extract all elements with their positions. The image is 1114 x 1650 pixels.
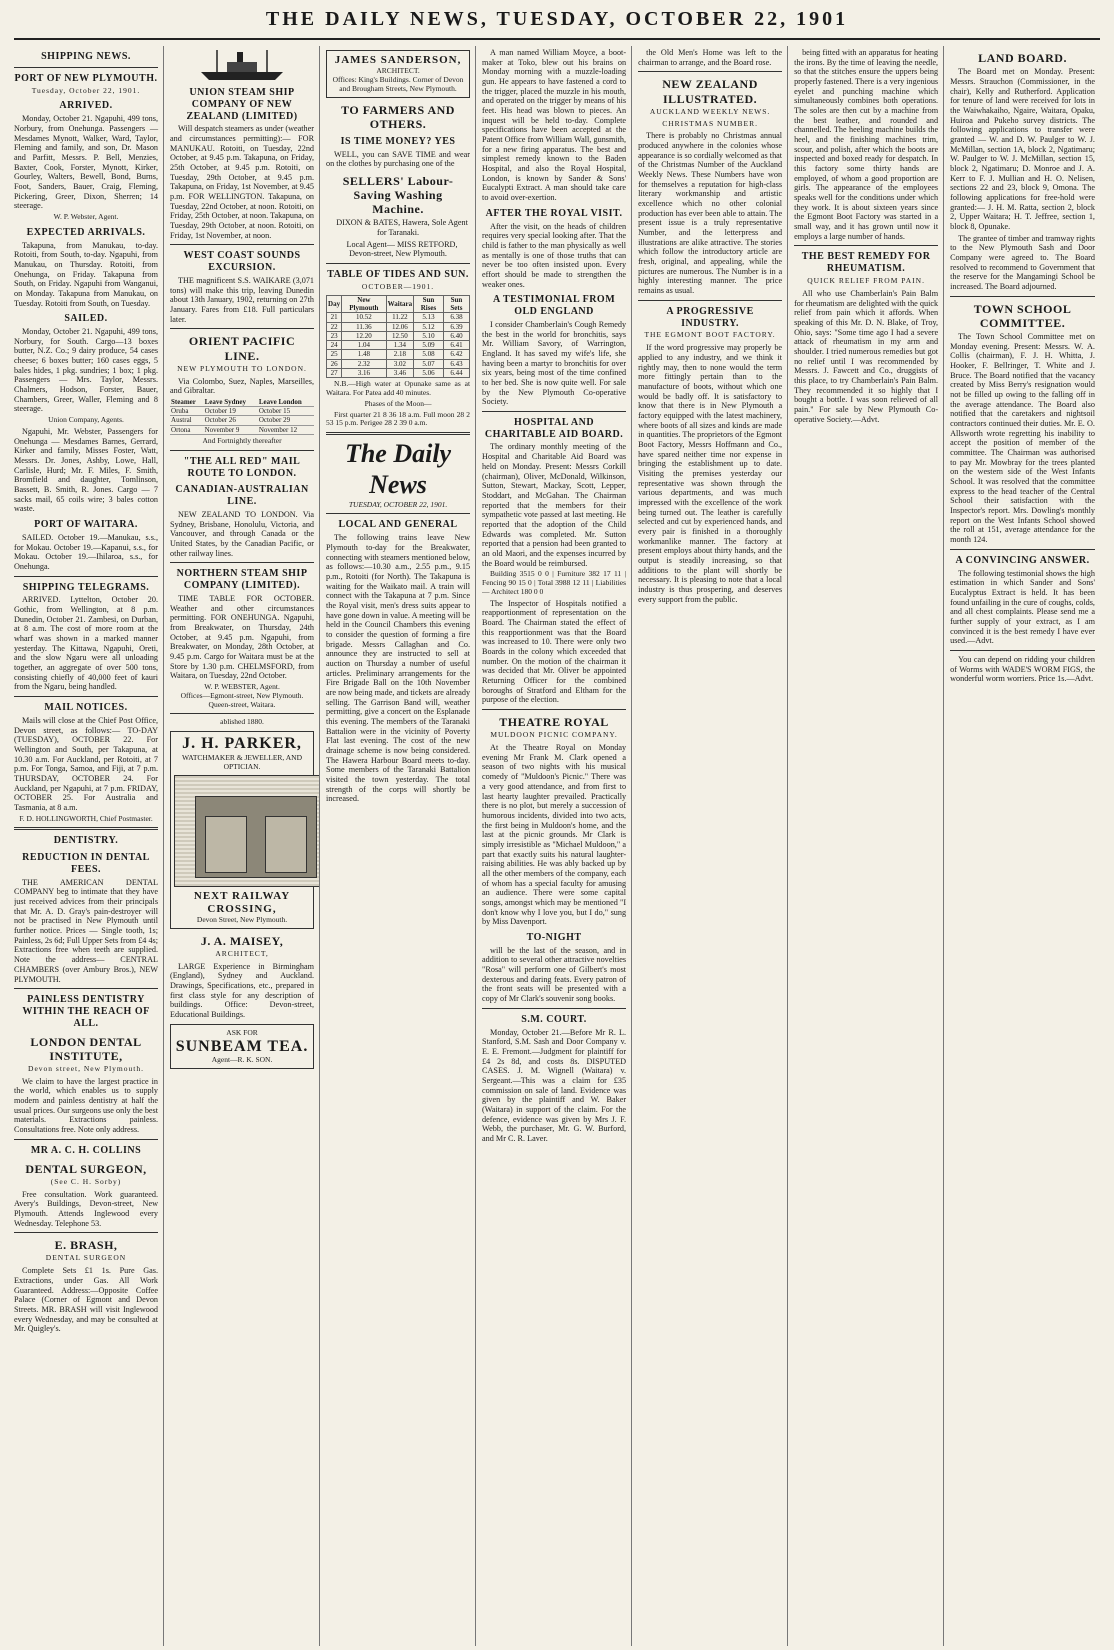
theatre-text: At the Theatre Royal on Monday evening Mr Frank M. Clark opened a season of two nights with his musical comedy of "Muldoon's Picnic." There was a very good attendance, and from first to last hearty laughter prevailed. Practically there is no plot, but merely a succession of humorous incidents, divided into two acts, the first being in Muldoon's home, and the last at the picnic grounds. Mr Clark is simply irresistible as "Michael Muldoon," a part that exactly suits his natural laughter-raising abilities. He was ably backed up by all the other members of the company, each of whom has a special faculty for amusing an audience. There were some capital songs, amongst which may be mentioned "I don't know why I love you, but I do," sung by Miss Davenport. [482, 743, 627, 927]
tide-cell: 1.04 [342, 341, 387, 350]
fortnightly: And Fortnightly thereafter [202, 435, 282, 445]
sail-header: Steamer [170, 398, 204, 407]
column-2 [170, 46, 320, 1646]
old-men-text: the Old Men's Home was left to the chairman to arrange, and the Board rose. [638, 48, 783, 67]
port-heading: PORT OF NEW PLYMOUTH. [14, 72, 158, 84]
table-row [170, 425, 314, 434]
daily-date: TUESDAY, OCTOBER 22, 1901. [348, 499, 448, 509]
sunbeam-agent: Agent—R. K. SON. [211, 1055, 273, 1065]
tide-cell: 3.46 [386, 368, 414, 377]
tide-header: New Plymouth [342, 295, 387, 313]
hospital-text-2: The Inspector of Hospitals notified a reapportionment of representation on the Board. The Chairman stated the effect of this reapportionment was that the Board was increased to 10. There were only two Boards in the colony which exceeded that number. On the motion of the chairman it was decided that Mr. Oliver be appointed Returning Officer for the combined boroughs of Stratford and Eltham for the purpose of the election. [482, 598, 627, 705]
convincing-text: The following testimonial shows the high estimation in which Sander and Sons' Eucalyptus Extract is held. It has been found unfailing in the cure of coughs, colds, and all chest complaints. Please send me a further supply of your extract, as I am convinced it is the best remedy I have ever used.—Advt. [950, 568, 1095, 646]
postmaster: F. D. HOLLINGWORTH, Chief Postmaster. [19, 813, 153, 823]
farmers-heading: TO FARMERS AND OTHERS. [341, 102, 455, 131]
collins-text: Free consultation. Work guaranteed. Avery's Buildings, Devon-street, New Plymouth. Attends Inglewood every Wednesday. Telephone 53. [14, 1189, 159, 1228]
column-5 [638, 46, 788, 1646]
london-text: We claim to have the largest practice in the world, which enables us to supply modern and painless dentistry at half the usual prices. Our surgeons use only the best materials. Extractions painless. Consultations free. Note only address. [14, 1076, 159, 1135]
nz-sub-2: CHRISTMAS NUMBER. [662, 118, 758, 128]
west-coast-heading: WEST COAST SOUNDS EXCURSION. [183, 250, 301, 274]
hospital-text: The ordinary monthly meeting of the Hospital and Charitable Aid Board was held on Monday. Present: Messrs Corkill (chairman), Oliver, McDonald, Wilkinson, Sutton, Stewart, Mackay, Scott, Lepper, Stoddart, and McGahan. The Chairman reported that the members for their sympathetic vote passed at last meeting. He reported that the adoption of the Child Edwards was completed. Mr. Sutton reported that a pension had been granted to an old Maori, and the expenses incurred by the Board would be reimbursed. [482, 442, 627, 568]
tide-header: Day [327, 295, 342, 313]
shipping-heading: SHIPPING NEWS. [41, 51, 131, 62]
sunbeam-name: SUNBEAM TEA. [175, 1037, 309, 1055]
tide-cell: 27 [327, 368, 342, 377]
tide-cell: 12.06 [386, 322, 414, 331]
industry-sub: THE EGMONT BOOT FACTORY. [644, 330, 776, 340]
maisey-title: ARCHITECT, [215, 948, 269, 958]
tide-header: Sun Sets [443, 295, 469, 313]
hospital-heading: HOSPITAL AND CHARITABLE AID BOARD. [484, 416, 624, 440]
union-heading: Union Company, Agents. [48, 415, 124, 425]
tide-table [326, 295, 470, 378]
sail-header: Leave Sydney [204, 398, 258, 407]
reduction-heading: REDUCTION IN DENTAL FEES. [22, 852, 150, 875]
tide-cell: 1.34 [386, 341, 414, 350]
table-row [327, 368, 470, 377]
sanderson-ad [326, 50, 470, 98]
table-row [327, 350, 470, 359]
nz-sub: AUCKLAND WEEKLY NEWS. [649, 106, 771, 116]
port-date: Tuesday, October 22, 1901. [31, 85, 141, 95]
arrived-heading: ARRIVED. [59, 100, 113, 112]
tide-cell: 3.16 [342, 368, 387, 377]
budget-lines: Building 3515 0 0 | Furniture 382 17 11 | Fencing 90 15 0 | Total 3988 12 11 | Liabilities — Architect 180 0 0 [482, 569, 627, 596]
masthead-title: THE DAILY NEWS, TUESDAY, OCTOBER 22, 1901 [14, 8, 1100, 40]
sail-header: Leave London [258, 398, 314, 407]
arrived-text: Monday, October 21. Ngapuhi, 499 tons, Norbury, from Onehunga. Passengers — Mesdames Mynott, Walker, Ward, Taylor, Fleming and family, and son, Dr. Mason and Parfitt, Messrs. P. Bell, Menzies, Baxter, Cook, Forster, Mynott, Kirker, Gourley, Walters, Bewell, Bond, Burns, Foot, Sanders, Bauer, Craig, Fleming, Pickering, Greer, Dixon, Sherren; 14 steerage. [14, 114, 159, 211]
tide-cell: 6.41 [443, 341, 469, 350]
tide-cell: 23 [327, 331, 342, 340]
remedy-sub: QUICK RELIEF FROM PAIN. [807, 276, 925, 286]
columns [14, 46, 1100, 1646]
land-text: The Board met on Monday. Present: Messrs. Strauchon (Commissioner, in the chair), Kelly and Rutherford. Application for tenure of land were received for lots in the Waiwhakaiho, Ngaire, Waitara, Opaku, Huiroa and Pukeho survey districts. The following applications to transfer were granted — W. and D. W. Paulger to W. J. McMillan, section 1A, block 2, Ngatimaru; W. Paulger to W. J. McMillan, section 15, block 2, Ngatimaru; D. Monroe and J. A. Kerr to F. J. Mullian and H. O. Nelisen, sections 22 and 23, block 9, Omona. The following applications for free-hold were granted:— J. H. M. Ratta, section 2, block 2, Upper Waitara; H. T. Jeffree, section 1, block 8, Opunake. [950, 67, 1095, 231]
tide-cell: 1.48 [342, 350, 387, 359]
collins-title: DENTAL SURGEON, [25, 1161, 147, 1176]
column-1 [14, 46, 164, 1646]
local-agent: Local Agent— MISS RETFORD, Devon-street, New Plymouth. [346, 239, 458, 259]
tide-cell: 21 [327, 313, 342, 322]
sail-cell: October 29 [258, 416, 314, 425]
parker-name: J. H. PARKER, [182, 735, 302, 753]
tide-header: Waitara [386, 295, 414, 313]
tonight-text: will be the last of the season, and in addition to several other attractive novelties "Rosa" will perform one of Gilbert's most dexterous and daring feats. Every patron of the front seats will be presented with a copy of Mr Clark's souvenir song books. [482, 945, 627, 1004]
factory-text: being fitted with an apparatus for heating the irons. By the time of leaving the needle, so that the stitches ensure the uppers being properly fastened. There is a very ingenious eyelet and punching machine which simultaneously combines both operations. The soles are then cut by a machine from the best leather, and rounded and channelled. The heeling machine builds the heel, and the finishing machines trim, scour, and polish, after which the boots are inspected and boxed ready for despatch. In this factory some thirty hands are employed, of whom a good proportion are girls. The appearance of the employees speaks well for the conditions under which they work. It is about sixteen years since the Egmont Boot Factory was started in a small way, and it has grown until now it employs a large number of hands. [794, 48, 939, 241]
telegram-heading: SHIPPING TELEGRAMS. [22, 581, 150, 593]
all-red-heading: "THE ALL RED" MAIL ROUTE TO LONDON. [183, 455, 301, 479]
well-text: WELL, you can SAVE TIME and wear on the clothes by purchasing one of the [326, 149, 471, 169]
nz-illustrated-heading: NEW ZEALAND ILLUSTRATED. [662, 77, 758, 106]
column-7 [950, 46, 1100, 1646]
union-ss-text: Will despatch steamers as under (weather and circumstances permitting):— FOR MANUKAU. Rotoiti, on Tuesday, 22nd October, at 9.45 p.m. Takapuna, on Friday, 25th October, at 9.45 p.m. Rotoiti, on Tuesday, 29th October, at 9.45 p.m. Takapuna, on Friday, 1st November, at 9.45 p.m. FOR WELLINGTON. Takapuna, on Tuesday, 22nd October, at noon. Rotoiti, on Friday, 25th October, at noon. Takapuna, on Tuesday, 29th October, at noon. Rotoiti, on Friday, 1st November, at noon. [170, 124, 315, 240]
parker-established: ablished 1880. [220, 717, 264, 727]
court-heading: S.M. COURT. [521, 1013, 587, 1025]
sail-cell: Oruba [170, 407, 204, 416]
tide-cell: 6.44 [443, 368, 469, 377]
sail-cell: October 19 [204, 407, 258, 416]
union-ss-heading: UNION STEAM SHIP COMPANY OF NEW ZEALAND (LIMITED) [186, 87, 298, 122]
column-6 [794, 46, 944, 1646]
table-row [327, 359, 470, 368]
sellers-heading: SELLERS' Labour-Saving Washing Machine. [342, 173, 454, 217]
waitara-heading: PORT OF WAITARA. [34, 519, 138, 531]
sail-cell: Ortona [170, 425, 204, 434]
moon-heading: Phases of the Moon— [364, 398, 432, 408]
collins-sub: (See C. H. Sorby) [50, 1176, 122, 1186]
sailed-text: Monday, October 21. Ngapuhi, 499 tons, Norbury, for South. Cargo—13 boxes butter, N.Z. Co.; 9 dairy produce, 54 cases cheese; 6 boxes butter; 160 cases eggs, 5 bales hides, 1 pkg. sundries; 1 box; 1 pkg. Passengers — Mrs. Taylor, Messrs. Chalmers, Hodson, Forster, Bauer, Chambers, Greer, Waller, Fleming and 8 steerage. [14, 327, 159, 414]
webster-agent: W. P. WEBSTER, Agent. [204, 681, 280, 691]
sail-cell: November 12 [258, 425, 314, 434]
table-row [327, 322, 470, 331]
railway-crossing: NEXT RAILWAY CROSSING, [193, 889, 291, 915]
table-row [327, 341, 470, 350]
tide-cell: 12.20 [342, 331, 387, 340]
tide-cell: 6.42 [443, 350, 469, 359]
tide-header: Sun Rises [414, 295, 444, 313]
moon-text: First quarter 21 8 36 18 a.m. Full moon 28 2 53 15 p.m. Perigee 28 2 39 0 a.m. [326, 409, 471, 428]
moyce-text: A man named William Moyce, a boot-maker at Toko, blew out his brains on Monday morning with a muzzle-loading gun. He appears to have fastened a cord to the trigger, placed the muzzle in his mouth, and operated on the trigger by means of his feet. His head was blown to pieces. An inquest will be held to-day. Complete specifications have been accepted at the Patent Office from William Wall, gunsmith, for a new firing apparatus. The best and simplest remedy known to the Baden Hospital, and also the Royal Hospital, London, is known by Sander & Sons' Eucalypti Extract. A man should take care to avoid over-exertion. [482, 48, 627, 203]
london-sub: Devon street, New Plymouth. [28, 1063, 144, 1073]
tide-cell: 11.22 [386, 313, 414, 322]
tide-cell: 10.52 [342, 313, 387, 322]
tonight-heading: TO-NIGHT [526, 931, 582, 943]
dixon-agent: DIXON & BATES, Hawera, Sole Agent for Taranaki. [336, 218, 468, 238]
northern-heading: NORTHERN STEAM SHIP COMPANY (LIMITED). [176, 568, 308, 592]
tide-cell: 11.36 [342, 322, 387, 331]
tide-cell: 5.09 [414, 341, 444, 350]
parker-trade: WATCHMAKER & JEWELLER, AND OPTICIAN. [182, 753, 303, 772]
tide-cell: 6.43 [443, 359, 469, 368]
painless-heading: PAINLESS DENTISTRY WITHIN THE REACH OF ALL. [22, 994, 150, 1029]
tide-cell: 5.07 [414, 359, 444, 368]
tide-month: OCTOBER—1901. [361, 281, 435, 291]
tide-cell: 6.39 [443, 322, 469, 331]
tide-cell: 3.02 [386, 359, 414, 368]
shopfront-illustration [174, 775, 320, 887]
money-line: IS TIME MONEY? YES [340, 135, 456, 147]
sunbeam-ask: ASK FOR [226, 1027, 258, 1037]
tide-cell: 6.38 [443, 313, 469, 322]
reduction-text: THE AMERICAN DENTAL COMPANY beg to intimate that they have just received advices from their principals that Mr. A. D. Gray's pain-destroyer will not be practised in New Plymouth until further notice. Prices — Single tooth, 1s; Painless, 2s 6d; Full Upper Sets from £4 4s; Extractions free when teeth are supplied. Note the address— CENTRAL CHAMBERS (over Ambury Bros.), NEW PLYMOUTH. [14, 877, 159, 984]
tide-cell: 5.13 [414, 313, 444, 322]
union-text: Ngapuhi, Mr. Webster, Passengers for Onehunga — Mesdames Barnes, Gerrard, Kirker and family, Misses Foster, Watt, Messrs. Dr. Jones, Ashby, Lowe, Hall, Carlisle, Hurd; Mr. F. Miles, F. Smith, Bromfield and daughter, Tomlinson, Bassett, B. Smith, R. Jones. Cargo — 7 sacks mail, 65 coils wire; 3 bales cotton waste. [14, 426, 159, 514]
school-heading: TOWN SCHOOL COMMITTEE. [973, 301, 1072, 330]
dentistry-heading: DENTISTRY. [53, 835, 119, 847]
column-3 [326, 46, 476, 1646]
tide-cell: 6.40 [443, 331, 469, 340]
convincing-heading: A CONVINCING ANSWER. [955, 554, 1090, 566]
brash-name: E. BRASH, [54, 1238, 118, 1253]
tide-cell: 22 [327, 322, 342, 331]
theatre-heading: THEATRE ROYAL [499, 715, 609, 730]
testimonial-heading: A TESTIMONIAL FROM OLD ENGLAND [492, 294, 616, 318]
maisey-text: LARGE Experience in Birmingham (England), Sydney and Auckland. Drawings, Specifications, etc., prepared in first class style for any description of buildings. Office: Devon-street, Educational Buildings. [170, 961, 315, 1020]
expected-text: Takapuna, from Manukau, to-day. Rotoiti, from South, to-day. Ngapuhi, from Manukau, on Thursday. Rotoiti, from Onehunga, on Friday. Takapuna from South, on Friday. Ngapuhi from Wanganui, on Monday. Takapuna from Manukau, on Tuesday. Rotoiti from South, on Tuesday. [14, 240, 159, 308]
london-heading: LONDON DENTAL INSTITUTE, [30, 1034, 142, 1063]
worms-text: You can depend on ridding your children of Worms with WADE'S WORM FIGS, the wonderful worm worriers. Price 1s.—Advt. [950, 654, 1095, 684]
west-coast-text: THE magnificent S.S. WAIKARE (3,071 tons) will make this trip, leaving Dunedin about 13th January, 1902, returning on 27th January. Fares from £18. Full particulars later. [170, 276, 315, 324]
sail-cell: Austral [170, 416, 204, 425]
school-text: The Town School Committee met on Monday evening. Present: Messrs. W. A. Collis (chairman), F. J. H. Whitta, J. Hooker, F. Bellringer, T. White and J. Bruce. The Board notified that the vacancy created by Miss Berry's resignation would not be filled up owing to the falling off in the average attendance. The Board also notified that the caretakers and nightsoil contractors continued their duties. Mr. E. O. Allsworth wrote regretting his inability to accept the position of member of the committee. The Chairman was authorised to pay Mr. Mowbray for the trees planted on the western side of the West Infants School. It was resolved that the committee express to the head teacher of the Central School their satisfaction with the Inspector's report. Mrs. Dowling's monthly report on the West Infants School showed the roll at 151, average attendance for the month 124. [950, 331, 1095, 545]
collins-name: MR A. C. H. COLLINS [30, 1144, 142, 1156]
land-text-2: The grantee of timber and tramway rights to the New Plymouth Sash and Door Company were agreed to. The Board resolved to recommend to Government that the reserve for the Mangamingi School be increased. The Board adjourned. [950, 233, 1095, 291]
expected-heading: EXPECTED ARRIVALS. [26, 226, 146, 238]
parker-ad [170, 731, 314, 928]
court-text: Monday, October 21.—Before Mr R. L. Stanford, S.M. Sash and Door Company v. E. E. Fremont.—Judgment for plaintiff for £4 2s 8d, and costs 8s. DISPUTED CASES. J. M. Wignell (Waitara) v. Sergeant.—This was a claim for £35 commission on sale of land. Evidence was given by the plaintiff and W. Baker (Waitara) in support of the claim. For the defence, evidence was given by Mrs J. F. Webb, the purchaser, Mr. G. W. Burford, and Mr C. R. Laver. [482, 1027, 627, 1143]
tide-cell: 12.50 [386, 331, 414, 340]
daily-news-title: The Daily News [344, 439, 452, 499]
tide-note: N.B.—High water at Opunake same as at Waitara. For Patea add 40 minutes. [326, 379, 471, 397]
canadian-text: NEW ZEALAND TO LONDON. Via Sydney, Brisbane, Honolulu, Victoria, and Vancouver, and through Canada or the United States, by the Canadian Pacific, or other railway lines. [170, 509, 315, 558]
tide-cell: 2.32 [342, 359, 387, 368]
table-row [170, 416, 314, 425]
sail-cell: October 26 [204, 416, 258, 425]
remedy-heading: THE BEST REMEDY FOR RHEUMATISM. [801, 251, 931, 275]
local-text: The following trains leave New Plymouth to-day for the Breakwater, connecting with steamers mentioned below, as follows:—10.30 a.m., 2.55 p.m., 9.15 p.m., Rotoiti (for North). The Takapuna is waiting for the Waikato mail. A train will connect with the Takapuna at 7 p.m. Since the Royal visit, men's dress suits appear to have gone down in value. A meeting will be held in the Council Chambers this evening to consider the question of forming a fire brigade. Messrs Callaghan and Co. announce they are instructed to sell at auction on Thursday a number of useful articles. Preliminary arrangements for the Fire Brigade Ball on the 10th November are now being made, and tickets are already selling. The Garrison Band will, weather permitting, give a concert on the Esplanade this evening. The members of the Taranaki Battalion were in the vicinity of Poverty Flat last evening. The cost of the new drainage scheme is now being considered. The Hawera Harbour Board meets to-day. Some members of the Taranaki Battalion visited the town yesterday. The total strength of the corps will shortly be increased. [326, 533, 471, 804]
orient-text: Via Colombo, Suez, Naples, Marseilles, and Gibraltar. [170, 376, 315, 396]
waitara-text: SAILED. October 19.—Manukau, s.s., for Mokau. October 19.—Kapanui, s.s., for Mokau. October 19.—Ihilaroa, s.s., for Onehunga. [14, 532, 159, 571]
maisey-name: J. A. MAISEY, [200, 933, 284, 948]
brash-title: DENTAL SURGEON [45, 1253, 127, 1263]
tide-cell: 24 [327, 341, 342, 350]
tide-cell: 5.10 [414, 331, 444, 340]
tide-cell: 5.06 [414, 368, 444, 377]
industry-text: If the word progressive may properly be applied to any industry, and we think it rightly may, then to none would the term more fittingly pertain than to the manufacture of boots, without which one would be badly off. It is satisfactory to know that there is in New Plymouth a factory equipped with the latest machinery, where boots of all sizes and kinds are made in quantities. The proprietors of the Egmont Boot Factory, Messrs Hoffmann and Co., have spared neither time nor expense in bringing the establishment up to date. Visiting the premises yesterday our representative was shown through the various departments, and was much impressed with the excellence of the work being turned out. The leather is carefully selected and cut by experienced hands, and every pair is finished in a thoroughly workmanlike manner. The factory at present employs about thirty hands, and the output is steadily increasing, so that additions to the plant will shortly be necessary. It is pleasing to note that a local industry is thus prospering, and deserves every support from the public. [638, 343, 783, 604]
webster-office: Offices—Egmont-street, New Plymouth. Queen-street, Waitara. [180, 690, 304, 709]
local-heading: LOCAL AND GENERAL [338, 519, 458, 531]
sunbeam-ad [170, 1024, 314, 1070]
sailed-heading: SAILED. [64, 313, 108, 325]
steamship-icon [197, 48, 287, 82]
table-row [327, 331, 470, 340]
sanderson-title: ARCHITECT. [376, 65, 420, 75]
mail-text: Mails will close at the Chief Post Office, Devon street, as follows:— TO-DAY (TUESDAY), OCTOBER 22. For Wellington and South, per Takapuna, at 10.30 a.m. For Auckland, per Rotoiti, at 7 p.m. For Tonga, Samoa, and Fiji, at 7 p.m. THURSDAY, OCTOBER 24. For Auckland, per Ngapuhi, at 7 p.m. FRIDAY, OCTOBER 25. For Australia and Tasmania, at 8 a.m. [14, 715, 159, 812]
northern-text: TIME TABLE FOR OCTOBER. Weather and other circumstances permitting. FOR ONEHUNGA. Ngapuhi, from Breakwater, on Thursday, 24th October, at 9.45 p.m. Ngapuhi, from Breakwater, on Monday, 28th October, at 9.45 p.m. Cargo for Waitara must be at the Store by 1.30 p.m. CHELMSFORD, from Waitara, on Tuesday, 22nd October. [170, 593, 315, 681]
testimonial-text: I consider Chamberlain's Cough Remedy the best in the world for bronchitis, says Mr. William Savory, of Warrington, England. It has saved my wife's life, she having been a martyr to bronchitis for over six years, being most of the time confined to her bed. She is now quite well. For sale by the New Plymouth Co-operative Society. [482, 319, 627, 407]
tide-cell: 5.12 [414, 322, 444, 331]
canadian-heading: CANADIAN-AUSTRALIAN LINE. [175, 484, 309, 508]
orient-heading: ORIENT PACIFIC LINE. [188, 334, 296, 363]
sanderson-name: JAMES SANDERSON, [334, 54, 462, 66]
brash-text: Complete Sets £1 1s. Pure Gas. Extractions, under Gas. All Work Guaranteed. Address:—Opposite Coffee Palace (Corner of Egmont and Devon Streets. MR. BRASH will visit Inglewood every Wednesday, and may be consulted at Mr. Quigley's. [14, 1266, 159, 1334]
sail-cell: November 9 [204, 425, 258, 434]
sanderson-office: Offices: King's Buildings. Corner of Devon and Brougham Streets, New Plymouth. [332, 74, 464, 93]
nz-text: There is probably no Christmas annual produced anywhere in the colonies whose appearance is so cordially welcomed as that of the Christmas Number of the Auckland Weekly News. These Numbers have won for themselves a reputation for high-class literary workmanship and artistic excellence which no other colonial production has ever been able to attain. The present issue is a truly representative Number, and the letterpress and illustrations are alike attractive. The stories which follow the introductory article are fresh, original, and appealing, while the pictures are numerous. The Number is in a highly interesting manner. The price remains as usual. [638, 131, 783, 296]
railway-sub: Devon Street, New Plymouth. [196, 914, 288, 924]
orient-sub: NEW PLYMOUTH TO LONDON. [177, 363, 307, 373]
table-row [327, 313, 470, 322]
agent-line: W. P. Webster, Agent. [53, 211, 119, 221]
mail-heading: MAIL NOTICES. [44, 702, 128, 714]
theatre-sub: MULDOON PICNIC COMPANY. [490, 730, 618, 740]
tide-cell: 26 [327, 359, 342, 368]
column-4 [482, 46, 632, 1646]
table-row [170, 407, 314, 416]
tide-cell: 5.08 [414, 350, 444, 359]
sail-cell: October 15 [258, 407, 314, 416]
sailing-table [170, 398, 314, 435]
telegram-text: ARRIVED. Lyttelton, October 20. Gothic, from Wellington, at 8 p.m. Dunedin, October 21. Zambesi, on Durban, at 8 a.m. The cost of more room at the wharf was shown in a marked manner yesterday. The Kittawa, Ngapuhi, Oreti, and the slow Ngaru were all unloading together, an aggregate of over 500 tons, consisting chiefly of 40,000 feet of kauri from the Ngaru, being handled. [14, 595, 159, 692]
tide-cell: 2.18 [386, 350, 414, 359]
tide-heading: TABLE OF TIDES AND SUN. [327, 269, 469, 281]
tide-cell: 25 [327, 350, 342, 359]
royal-visit-heading: AFTER THE ROYAL VISIT. [485, 207, 623, 219]
industry-heading: A PROGRESSIVE INDUSTRY. [666, 305, 754, 329]
royal-visit-text: After the visit, on the heads of children requires very special looking after. That the child is father to the man physically as well as mentally is one of those truths that can never be too often insisted upon. Every effort should be made to strengthen the weaker ones. [482, 221, 627, 289]
land-board-heading: LAND BOARD. [978, 51, 1067, 65]
remedy-text: All who use Chamberlain's Pain Balm for rheumatism are delighted with the quick relief from pain which it affords. When speaking of this Mr. D. N. Blake, of Troy, Ohio, says: "Some time ago I had a severe attack of rheumatism in my arm and shoulder. I tried numerous remedies but got no relief until I was recommended by Messrs. J. Fawcett and Co., druggists of this place, to try Chamberlain's Pain Balm. They recommended it so highly that I bought a bottle. I was soon relieved of all pain." For sale by New Plymouth Co-operative Society.—Advt. [794, 288, 939, 424]
